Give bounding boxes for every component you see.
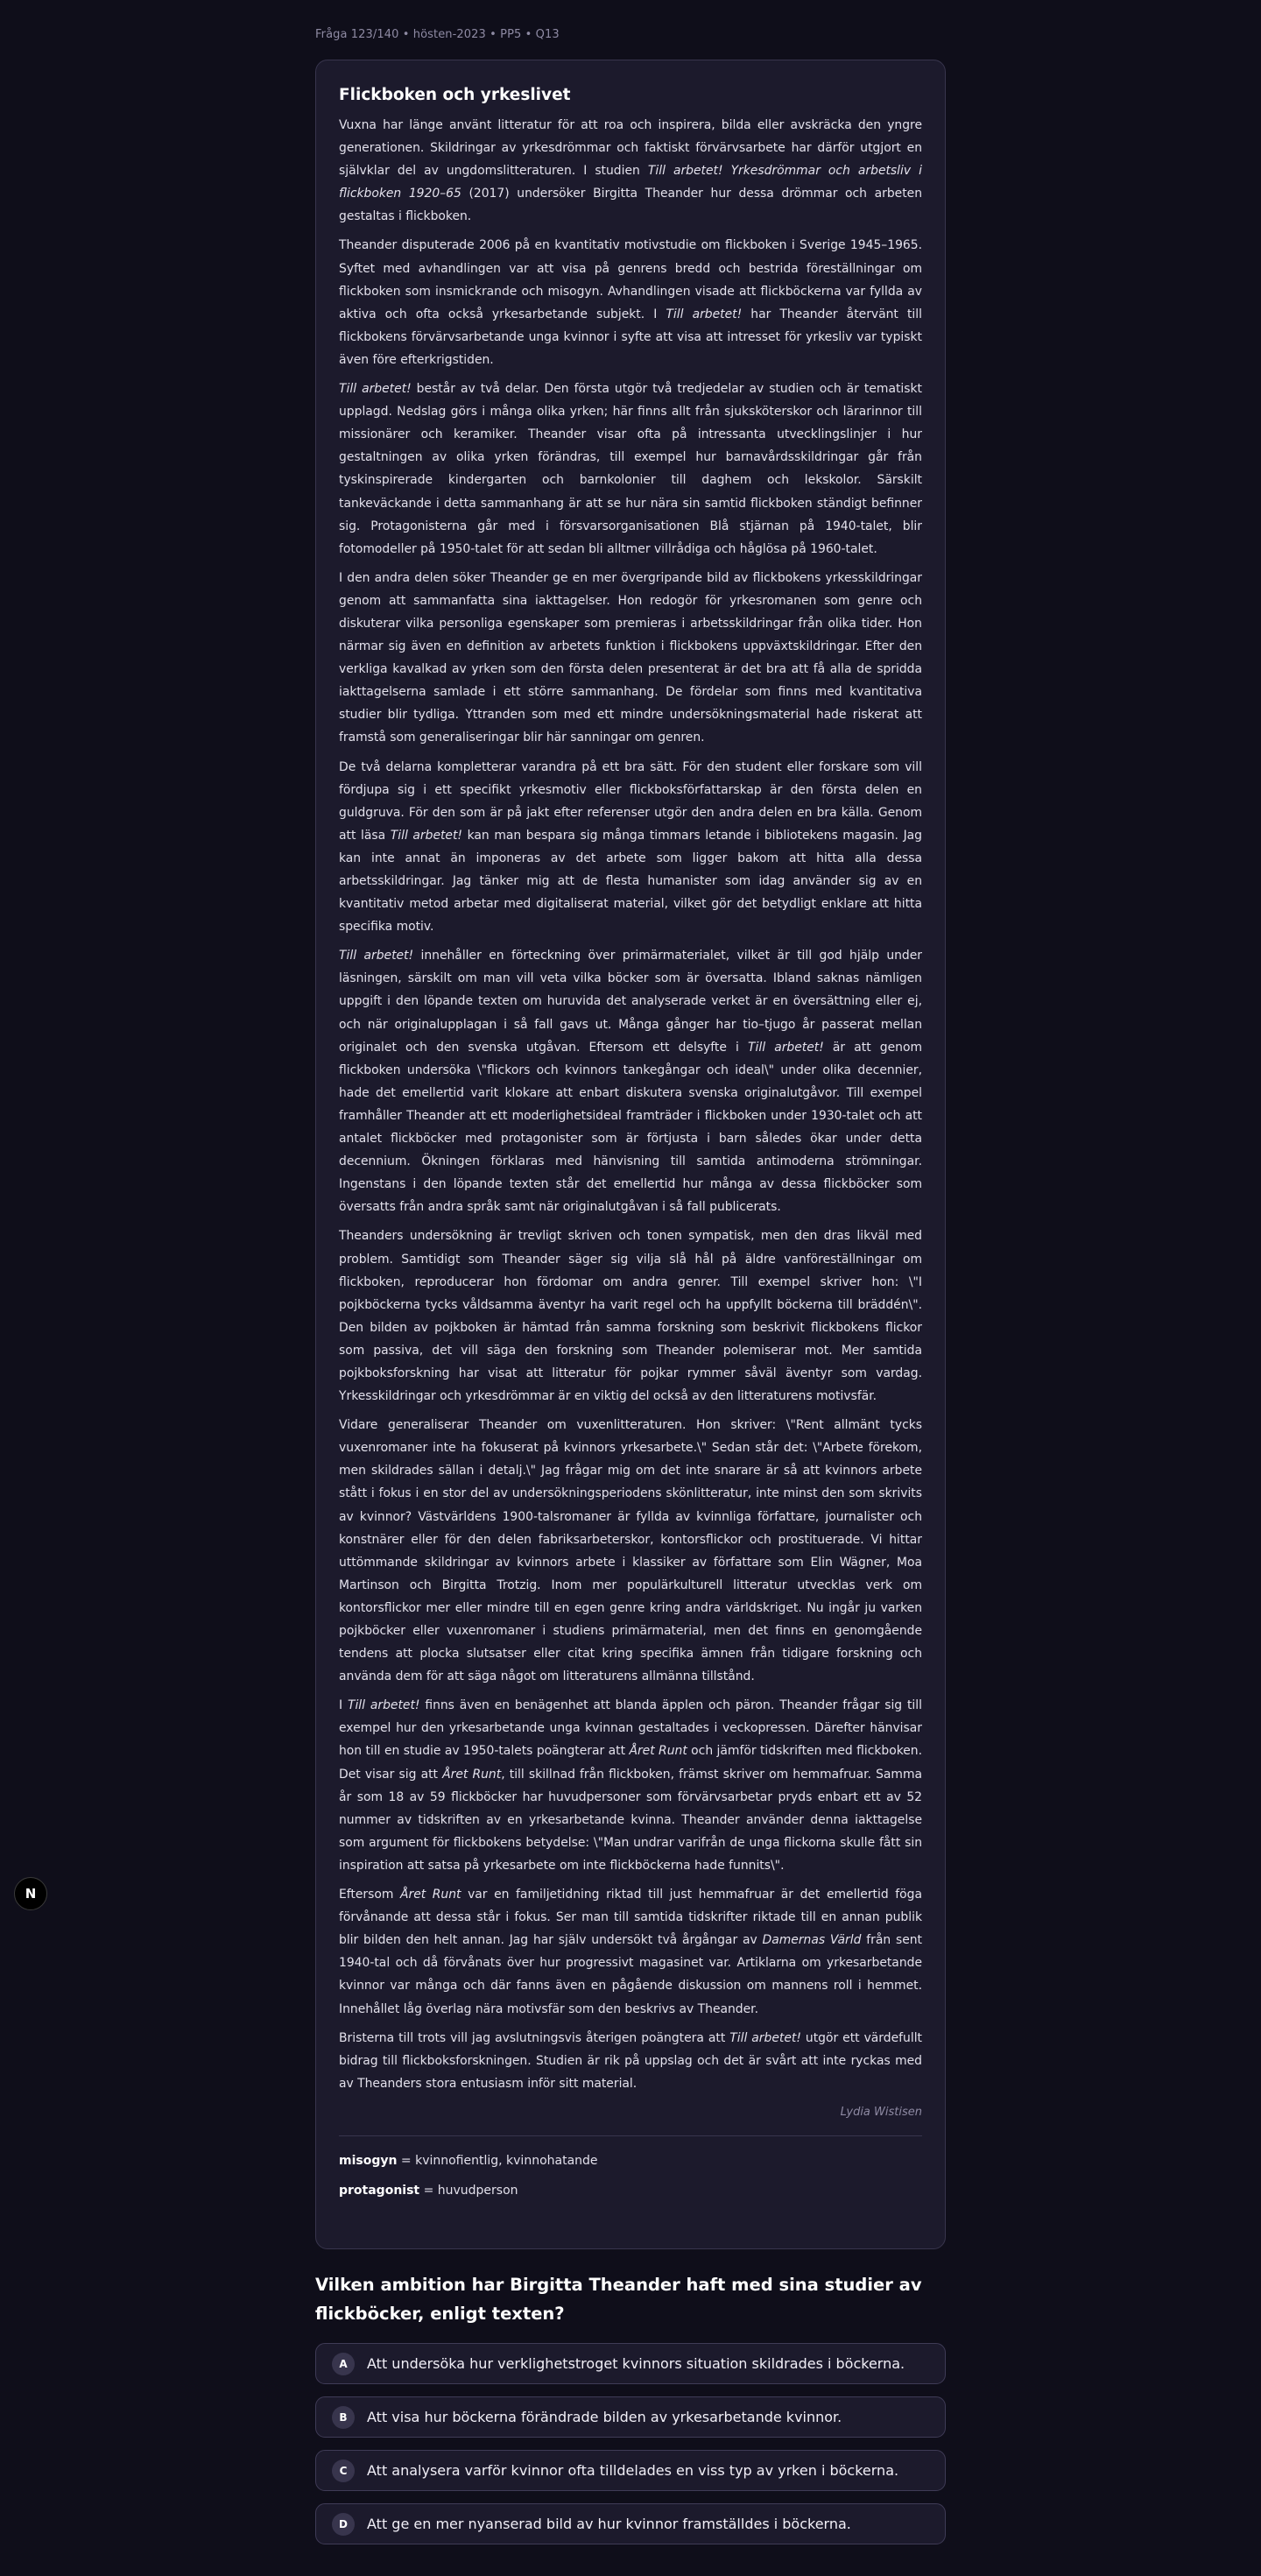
article-card	[315, 60, 946, 2249]
glossary-term: protagonist	[339, 2183, 420, 2198]
article-paragraph: I Till arbetet! finns även en benägenhet att blanda äpplen och päron. Theander frågar sig till exempel hur den yrkesarbetande unga kvinnan gestaltades i veckopressen. Därefter hänvisar hon till en studie av 1950-talets poängterar att Året Runt och jämför tidskriften med flickboken. Det visar sig att Året Runt, till skillnad från flickboken, främst skriver om hemmafruar. Samma år som 18 av 59 flickböcker har huvudpersoner som förvärvsarbetar pryds enbart ett av 52 nummer av tidskriften av en yrkesarbetande kvinna. Theander använder denna iakttagelse som argument för flickbokens betydelse: \"Man undrar varifrån de unga flickorna skulle fått sin inspiration att satsa på yrkesarbete om inte flickböckerna hade funnits\".	[339, 1698, 923, 1873]
article-paragraph: Vidare generaliserar Theander om vuxenlitteraturen. Hon skriver: \"Rent allmänt tycks vuxenromaner inte ha fokuserat på kvinnors yrkesarbete.\" Sedan står det: \"Arbete förekom, men skildrades sällan i detalj.\" Jag frågar mig om det inte snarare är så att kvinnors arbete stått i fokus i en stor del av undersökningsperiodens skönlitteratur, inte minst den som skrivits av kvinnor? Västvärldens 1900-talsromaner är fyllda av kvinnliga författare, journalister och konstnärer eller för den delen fabriksarbeterskor, kontorsflickor och prostituerade. Vi hittar uttömmande skildringar av kvinnors arbete i klassiker av författare som Elin Wägner, Moa Martinson och Birgitta Trotzig. Inom mer populärkulturell litteratur utvecklas verk om kontorsflickor mer eller mindre till en egen genre kring andra världskriget. Nu ingår ju varken pojkböcker eller vuxenromaner i studiens primärmaterial, men det finns en genomgående tendens att plocka slutsatser eller citat kring specifika ämnen från tidigare forskning och använda dem för att säga något om litteraturens allmänna tillstånd.	[339, 1418, 922, 1684]
option-text: Att ge en mer nyanserad bild av hur kvinnor framställdes i böckerna.	[367, 2516, 851, 2532]
option-letter-badge: A	[332, 2353, 355, 2375]
article-paragraph: Eftersom Året Runt var en familjetidning riktad till just hemmafruar är det emellertid föga förvånande att dessa står i fokus. Ser man till samtida tidskrifter riktade till en annan publik blir bilden den helt annan. Jag har själv undersökt två årgångar av Damernas Värld från sent 1940-tal och då förvånats över hur progressivt magasinet var. Artiklarna om yrkesarbetande kvinnor var många och där fanns även en pågående diskussion om mannens roll i hemmet. Innehållet låg överlag nära motivsfär som den beskrivs av Theander.	[339, 1888, 923, 2016]
option-text: Att visa hur böckerna förändrade bilden av yrkesarbetande kvinnor.	[367, 2409, 842, 2425]
option-text: Att analysera varför kvinnor ofta tilldelades en viss typ av yrken i böckerna.	[367, 2462, 899, 2479]
divider	[339, 2135, 922, 2136]
option-letter-badge: B	[332, 2406, 355, 2429]
answer-option-b[interactable]	[315, 2396, 946, 2438]
glossary-entry	[339, 2152, 922, 2182]
answer-option-d[interactable]	[315, 2503, 946, 2544]
glossary	[339, 2152, 922, 2212]
article-paragraph: De två delarna kompletterar varandra på ett bra sätt. För den student eller forskare som vill fördjupa sig i ett specifikt yrkesmotiv eller flickboksförfattarskap är den första delen en guldgruva. För den som är på jakt efter referenser utgör den andra delen en bra källa. Genom att läsa Till arbetet! kan man bespara sig många timmars letande i bibliotekens magasin. Jag kan inte annat än imponeras av det arbete som ligger bakom att hitta alla dessa arbetsskildringar. Jag tänker mig att de flesta humanister som idag använder sig av en kvantitativ metod arbetar med digitaliserat material, vilket gör det betydligt enklare att hitta specifika motiv.	[339, 759, 922, 935]
n-logo-icon	[22, 1885, 39, 1902]
article-body	[339, 114, 922, 2095]
option-letter-badge: C	[332, 2460, 355, 2482]
option-text: Att undersöka hur verklighetstroget kvinnors situation skildrades i böckerna.	[367, 2355, 905, 2372]
article-author: Lydia Wistisen	[840, 2105, 922, 2119]
answer-options	[315, 2343, 946, 2557]
svg-text:N: N	[25, 1886, 37, 1902]
glossary-definition: = huvudperson	[419, 2183, 518, 2198]
article-paragraph: Till arbetet! innehåller en förteckning över primärmaterialet, vilket är till god hjälp under läsningen, särskilt om man vill veta vilka böcker som är översatta. Ibland saknas nämligen uppgift i den löpande texten om huruvida det analyserade verket är en översättning eller ej, och när originalupplagan i så fall gavs ut. Många gånger har tio–tjugo år passerat mellan originalet och den svenska utgåvan. Eftersom ett delsyfte i Till arbetet! är att genom flickboken undersöka \"flickors och kvinnors tankegångar och ideal\" under olika decennier, hade det emellertid varit klokare att enbart diskutera svenska originalutgåvor. Till exempel framhåller Theander att ett moderlighetsideal framträder i flickboken under 1930-talet och att antalet flickböcker med protagonister som är förtjusta i barn således ökar under detta decennium. Ökningen förklaras med hänvisning till samtida antimoderna strömningar. Ingenstans i den löpande texten står det emellertid hur många av dessa flickböcker som översatts från andra språk samt när originalutgåvan i så fall publicerats.	[339, 949, 922, 1215]
article-paragraph: Vuxna har länge använt litteratur för att roa och inspirera, bilda eller avskräcka den yngre generationen. Skildringar av yrkesdrömmar och faktiskt förvärvsarbete har därför utgjort en självklar del av ungdomslitteraturen. I studien Till arbetet! Yrkesdrömmar och arbetsliv i flickboken 1920–65 (2017) undersöker Birgitta Theander hur dessa drömmar och arbeten gestaltas i flickboken.	[339, 118, 922, 224]
glossary-definition: = kvinnofientlig, kvinnohatande	[397, 2153, 598, 2168]
article-paragraph: Bristerna till trots vill jag avslutningsvis återigen poängtera att Till arbetet! utgör ett värdefullt bidrag till flickboksforskningen. Studien är rik på uppslag och det är svårt att inte ryckas med av Theanders stora entusiasm inför sitt material.	[339, 2030, 922, 2091]
article-paragraph: Till arbetet! består av två delar. Den första utgör två tredjedelar av studien och är tematiskt upplagd. Nedslag görs i många olika yrken; här finns allt från sjuksköterskor och lärarinnor till missionärer och keramiker. Theander visar ofta på intressanta utvecklingslinjer i hur gestaltningen av olika yrken förändras, till exempel hur barnavårdsskildringar går från tyskinspirerade kindergarten och barnkolonier till daghem och lekskolor. Särskilt tankeväckande i detta sammanhang är att se hur nära sin samtid flickboken ständigt befinner sig. Protagonisterna går med i försvarsorganisationen Blå stjärnan på 1940-talet, blir fotomodeller på 1950-talet för att sedan bli alltmer villrådiga och håglösa på 1960-talet.	[339, 382, 922, 556]
question-text: Vilken ambition har Birgitta Theander haft med sina studier av flickböcker, enligt texten?	[315, 2275, 922, 2324]
option-letter-badge: D	[332, 2513, 355, 2536]
answer-option-c[interactable]	[315, 2450, 946, 2491]
answer-option-a[interactable]	[315, 2343, 946, 2384]
glossary-entry	[339, 2182, 922, 2212]
article-paragraph: I den andra delen söker Theander ge en mer övergripande bild av flickbokens yrkesskildringar genom att sammanfatta sina iakttagelser. Hon redogör för yrkesromanen som genre och diskuterar vilka personliga egenskaper som premieras i arbetsskildringar från olika tider. Hon närmar sig även en definition av arbetets funktion i flickbokens uppväxtskildringar. Efter den verkliga kavalkad av yrken som den första delen presenterat är det bra att få alla de spridda iakttagelserna samlade i ett större sammanhang. De fördelar som finns med kvantitativa studier blir tydliga. Yttranden som med ett mindre undersökningsmaterial hade riskerat att framstå som generaliseringar blir här sanningar om genren.	[339, 570, 922, 745]
article-title: Flickboken och yrkeslivet	[339, 86, 571, 104]
question-meta: Fråga 123/140 • hösten-2023 • PP5 • Q13	[315, 28, 560, 41]
article-paragraph: Theanders undersökning är trevligt skriven och tonen sympatisk, men den dras likväl med problem. Samtidigt som Theander säger sig vilja slå hål på äldre vanföreställningar om flickboken, reproducerar hon fördomar om andra genrer. Till exempel skriver hon: \"I pojkböckerna tycks våldsamma äventyr ha varit regel och ha uppfyllt böckerna till bräddén\". Den bilden av pojkboken är hämtad från samma forskning som beskrivit flickbokens flickor som passiva, det vill säga den forskning som Theander polemiserar mot. Mer samtida pojkboksforskning har visat att litteratur för pojkar rymmer såväl äventyr som vardag. Yrkesskildringar och yrkesdrömmar är en viktig del också av den litteraturens motivsfär.	[339, 1229, 922, 1404]
article-paragraph: Theander disputerade 2006 på en kvantitativ motivstudie om flickboken i Sverige 1945–1965. Syftet med avhandlingen var att visa på genrens bredd och bestrida föreställningar om flickboken som insmickrande och misogyn. Avhandlingen visade att flickböckerna var fyllda av aktiva och ofta också yrkesarbetande subjekt. I Till arbetet! har Theander återvänt till flickbokens förvärvsarbetande unga kvinnor i syfte att visa att intresset för yrkesliv var typiskt även före efterkrigstiden.	[339, 238, 922, 367]
glossary-term: misogyn	[339, 2153, 398, 2168]
next-logo-button[interactable]	[14, 1877, 47, 1910]
